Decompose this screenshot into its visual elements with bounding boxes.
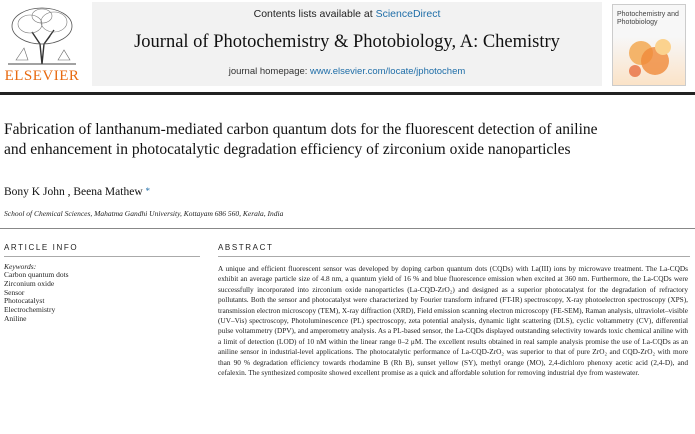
homepage-prefix: journal homepage: (228, 66, 311, 77)
journal-cover-thumbnail[interactable] (612, 4, 686, 86)
keywords-list (4, 271, 69, 324)
keyword-item: Aniline (4, 313, 27, 323)
cover-title: Photochemistry and Photobiology (617, 11, 679, 26)
elsevier-tree-icon (6, 4, 78, 66)
abstract-body: A unique and efficient fluorescent sensor was developed by doping carbon quantum dots (CQDs) with La(III) ions by microwave treatment. The La-CQDs exhibit an average particle size of 4.8 nm, a quantum yield of 16 % and blue fluorescence emission when excited at 360 nm. Furthermore, the La-CQDs were successfully incorporated into zirconium oxide nanoparticles (La-CQD-ZrO₂) and designed as a superior photocatalyst for the degradation of refractory pollutants. Both the sensor and photocatalyst were characterized by Fourier transform infrared (FT-IR) spectroscopy, X-ray photoelectron spectroscopy (XPS), transmission electron microscopy (TEM), X-ray diffraction (XRD), Field emission scanning electron microscopy (FE-SEM), Raman analysis, ultraviolet–visible (UV–Vis) spectroscopy, Photoluminescence (PL) spectroscopy, zeta potential analysis, dynamic light scattering (DLS), cyclic voltammetry (CV), differential pulse voltammetry (DPV), and amperometry analysis. As a PL-based sensor, the La-CQDs displayed outstanding selectivity towards toxic chemical aniline with a limit of detection (LOD) of 10 nM within the linear range 0–2 μM. The excellent results obtained in real sample analysis promise the use of La-CQDs as an aniline sensor in industrial-level applications. The photocatalytic performance of La-CQD-ZrO₂ was superior to that of pure ZrO₂ and CQD-ZrO₂ with more than 90 % degradation efficiency towards rhodamine B (Rh B), sunset yellow (SY), methyl orange (MO), 2,4-dichloro phenoxy acetic acid (2,4-D), and cefalexin. The synthesized composite showed excellent promise as a quick and affordable solution for removing industrial dye from wastewater. (218, 264, 688, 378)
elsevier-logo[interactable] (2, 2, 82, 84)
abstract-rule (218, 256, 690, 257)
title-divider (0, 228, 695, 229)
paper-title: Fabrication of lanthanum-mediated carbon quantum dots for the fluorescent detection of aniline and enhancement in photocatalytic degradation efficiency of zirconium oxide nanoparticles (4, 121, 598, 158)
contents-prefix: Contents lists available at (253, 8, 376, 20)
keywords-label: Keywords: (4, 262, 37, 271)
journal-title: Journal of Photochemistry & Photobiology, A: Chemistry (134, 32, 560, 52)
author-affiliation: School of Chemical Sciences, Mahatma Gandhi University, Kottayam 686 560, Kerala, India (4, 209, 284, 218)
masthead-divider (0, 92, 695, 95)
corresponding-author-mark[interactable]: * (145, 186, 150, 196)
contents-available-line (92, 8, 602, 20)
article-info-heading: ARTICLE INFO (4, 243, 79, 252)
cover-artwork-icon (621, 35, 677, 81)
journal-homepage-line (92, 66, 602, 77)
author-names[interactable]: Bony K John , Beena Mathew (4, 186, 143, 198)
keyword-item: Zirconium oxide (4, 278, 55, 288)
abstract-heading: ABSTRACT (218, 243, 274, 252)
journal-homepage-link[interactable]: www.elsevier.com/locate/jphotochem (310, 66, 466, 77)
journal-header-panel (92, 2, 602, 86)
sciencedirect-link[interactable]: ScienceDirect (375, 8, 441, 20)
keyword-item: Photocatalyst (4, 296, 45, 306)
elsevier-wordmark: ELSEVIER (4, 68, 80, 84)
author-line (4, 186, 150, 198)
keyword-item: Electrochemistry (4, 305, 56, 315)
journal-masthead (0, 0, 695, 88)
keyword-item: Carbon quantum dots (4, 270, 69, 279)
keyword-item: Sensor (4, 287, 25, 297)
article-info-rule (4, 256, 200, 257)
